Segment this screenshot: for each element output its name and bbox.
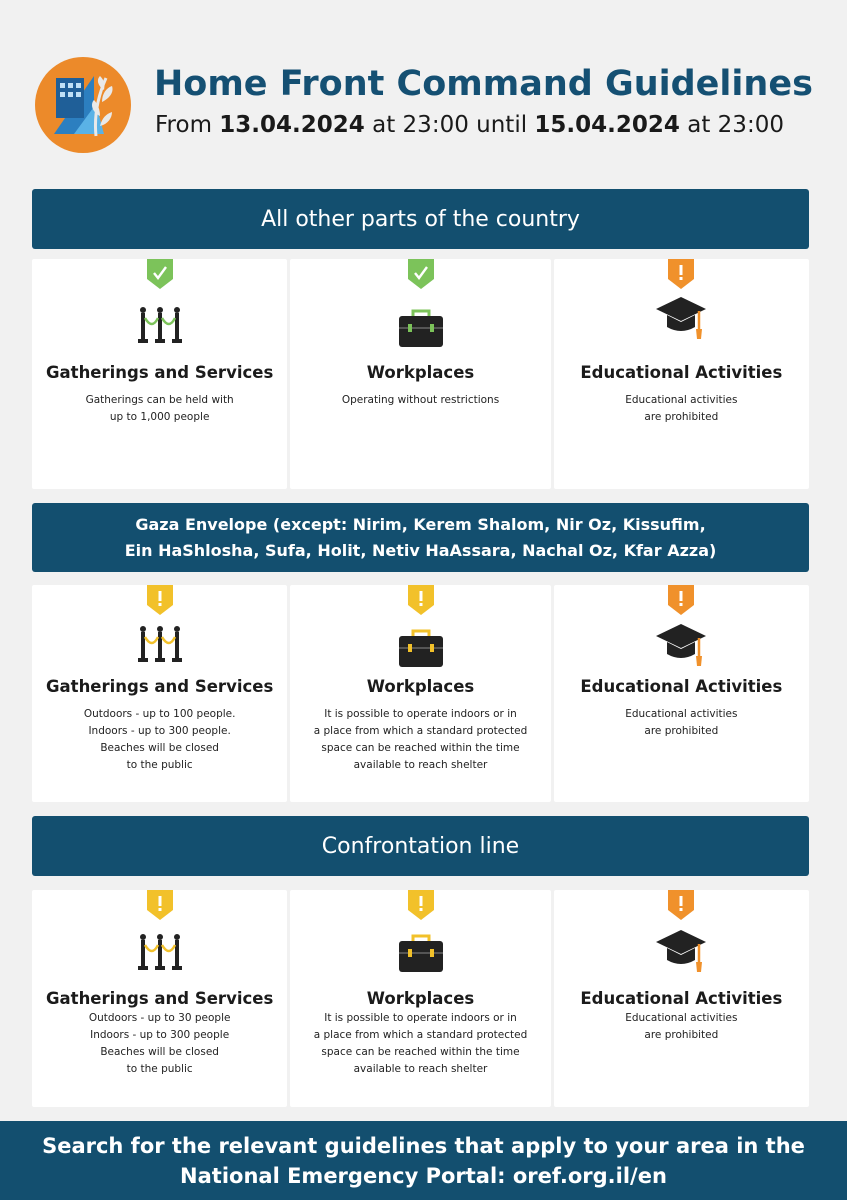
card-title: Educational Activities <box>580 363 783 382</box>
card-line: Gatherings can be held with <box>85 394 234 406</box>
from-label: From <box>155 112 212 138</box>
card-line: are prohibited <box>644 725 719 737</box>
card-line: available to reach shelter <box>353 1063 488 1075</box>
briefcase-icon <box>398 932 444 974</box>
end-date: 15.04.2024 <box>534 112 680 138</box>
briefcase-icon <box>398 307 444 349</box>
card-title: Gatherings and Services <box>46 363 274 382</box>
card-line: space can be reached within the time <box>321 742 520 754</box>
section-cards-confrontation-line <box>32 890 809 1107</box>
card-gatherings <box>32 585 287 802</box>
card-description <box>42 706 277 774</box>
card-line: space can be reached within the time <box>321 1046 520 1058</box>
card-line: up to 1,000 people <box>109 411 210 423</box>
footer-line: Search for the relevant guidelines that apply to your area in the <box>42 1133 805 1158</box>
graduation-cap-icon <box>655 622 707 672</box>
section-heading-other-parts <box>32 189 809 249</box>
section-heading-line: Gaza Envelope (except: Nirim, Kerem Shalom, Nir Oz, Kissufim, <box>135 514 706 534</box>
section-heading-text: Confrontation line <box>321 833 520 859</box>
section-heading-line: Ein HaShlosha, Sufa, Holit, Netiv HaAssara, Nachal Oz, Kfar Azza) <box>124 540 717 560</box>
card-description <box>564 1010 799 1044</box>
card-gatherings <box>32 259 287 489</box>
exclamation-badge-icon <box>147 890 173 920</box>
graduation-cap-icon <box>655 295 707 345</box>
card-line: It is possible to operate indoors or in <box>324 1012 517 1024</box>
card-title: Educational Activities <box>580 989 783 1008</box>
exclamation-badge-icon <box>147 585 173 615</box>
section-cards-gaza-envelope <box>32 585 809 802</box>
card-line: Educational activities <box>625 708 738 720</box>
card-line: Operating without restrictions <box>341 394 500 406</box>
card-title: Gatherings and Services <box>46 677 274 696</box>
card-title: Workplaces <box>366 989 475 1008</box>
home-front-command-logo <box>34 56 132 154</box>
stanchions-icon <box>137 306 183 348</box>
card-description <box>564 392 799 426</box>
card-description <box>564 706 799 740</box>
card-line: Indoors - up to 300 people <box>90 1029 230 1041</box>
card-line: Outdoors - up to 100 people. <box>83 708 236 720</box>
check-badge-icon <box>147 259 173 289</box>
exclamation-badge-icon <box>408 890 434 920</box>
page-title: Home Front Command Guidelines <box>154 64 813 104</box>
graduation-cap-icon <box>655 928 707 978</box>
section-heading-confrontation-line <box>32 816 809 876</box>
stanchions-icon <box>137 625 183 667</box>
card-title: Workplaces <box>366 677 475 696</box>
card-workplaces <box>290 585 550 802</box>
card-line: to the public <box>126 1063 193 1075</box>
end-time: at 23:00 <box>687 112 784 138</box>
card-educational <box>554 259 809 489</box>
card-line: a place from which a standard protected <box>313 725 528 737</box>
card-line: a place from which a standard protected <box>313 1029 528 1041</box>
page-header <box>0 0 847 180</box>
card-title: Educational Activities <box>580 677 783 696</box>
section-cards-other-parts <box>32 259 809 489</box>
card-description <box>42 392 277 426</box>
card-line: Beaches will be closed <box>100 742 219 754</box>
card-description <box>42 1010 277 1078</box>
section-heading-text: All other parts of the country <box>261 206 580 232</box>
card-description <box>300 392 540 409</box>
card-educational <box>554 890 809 1107</box>
exclamation-badge-icon <box>668 259 694 289</box>
card-line: Educational activities <box>625 1012 738 1024</box>
card-line: are prohibited <box>644 1029 719 1041</box>
check-badge-icon <box>408 259 434 289</box>
exclamation-badge-icon <box>668 585 694 615</box>
card-educational <box>554 585 809 802</box>
until-label: at 23:00 until <box>372 112 528 138</box>
card-title: Gatherings and Services <box>46 989 274 1008</box>
card-line: Indoors - up to 300 people. <box>88 725 231 737</box>
card-line: It is possible to operate indoors or in <box>324 708 517 720</box>
card-line: are prohibited <box>644 411 719 423</box>
footer-banner <box>0 1121 847 1200</box>
card-description <box>300 1010 540 1078</box>
card-line: Beaches will be closed <box>100 1046 219 1058</box>
briefcase-icon <box>398 627 444 669</box>
card-line: Outdoors - up to 30 people <box>88 1012 231 1024</box>
validity-period <box>155 112 784 138</box>
card-workplaces <box>290 259 550 489</box>
card-gatherings <box>32 890 287 1107</box>
card-workplaces <box>290 890 550 1107</box>
card-description <box>300 706 540 774</box>
footer-portal-link[interactable]: National Emergency Portal: oref.org.il/en <box>180 1163 667 1188</box>
start-date: 13.04.2024 <box>219 112 365 138</box>
section-heading-gaza-envelope <box>32 503 809 572</box>
exclamation-badge-icon <box>408 585 434 615</box>
card-line: available to reach shelter <box>353 759 488 771</box>
stanchions-icon <box>137 933 183 975</box>
card-line: Educational activities <box>625 394 738 406</box>
card-line: to the public <box>126 759 193 771</box>
card-title: Workplaces <box>366 363 475 382</box>
exclamation-badge-icon <box>668 890 694 920</box>
